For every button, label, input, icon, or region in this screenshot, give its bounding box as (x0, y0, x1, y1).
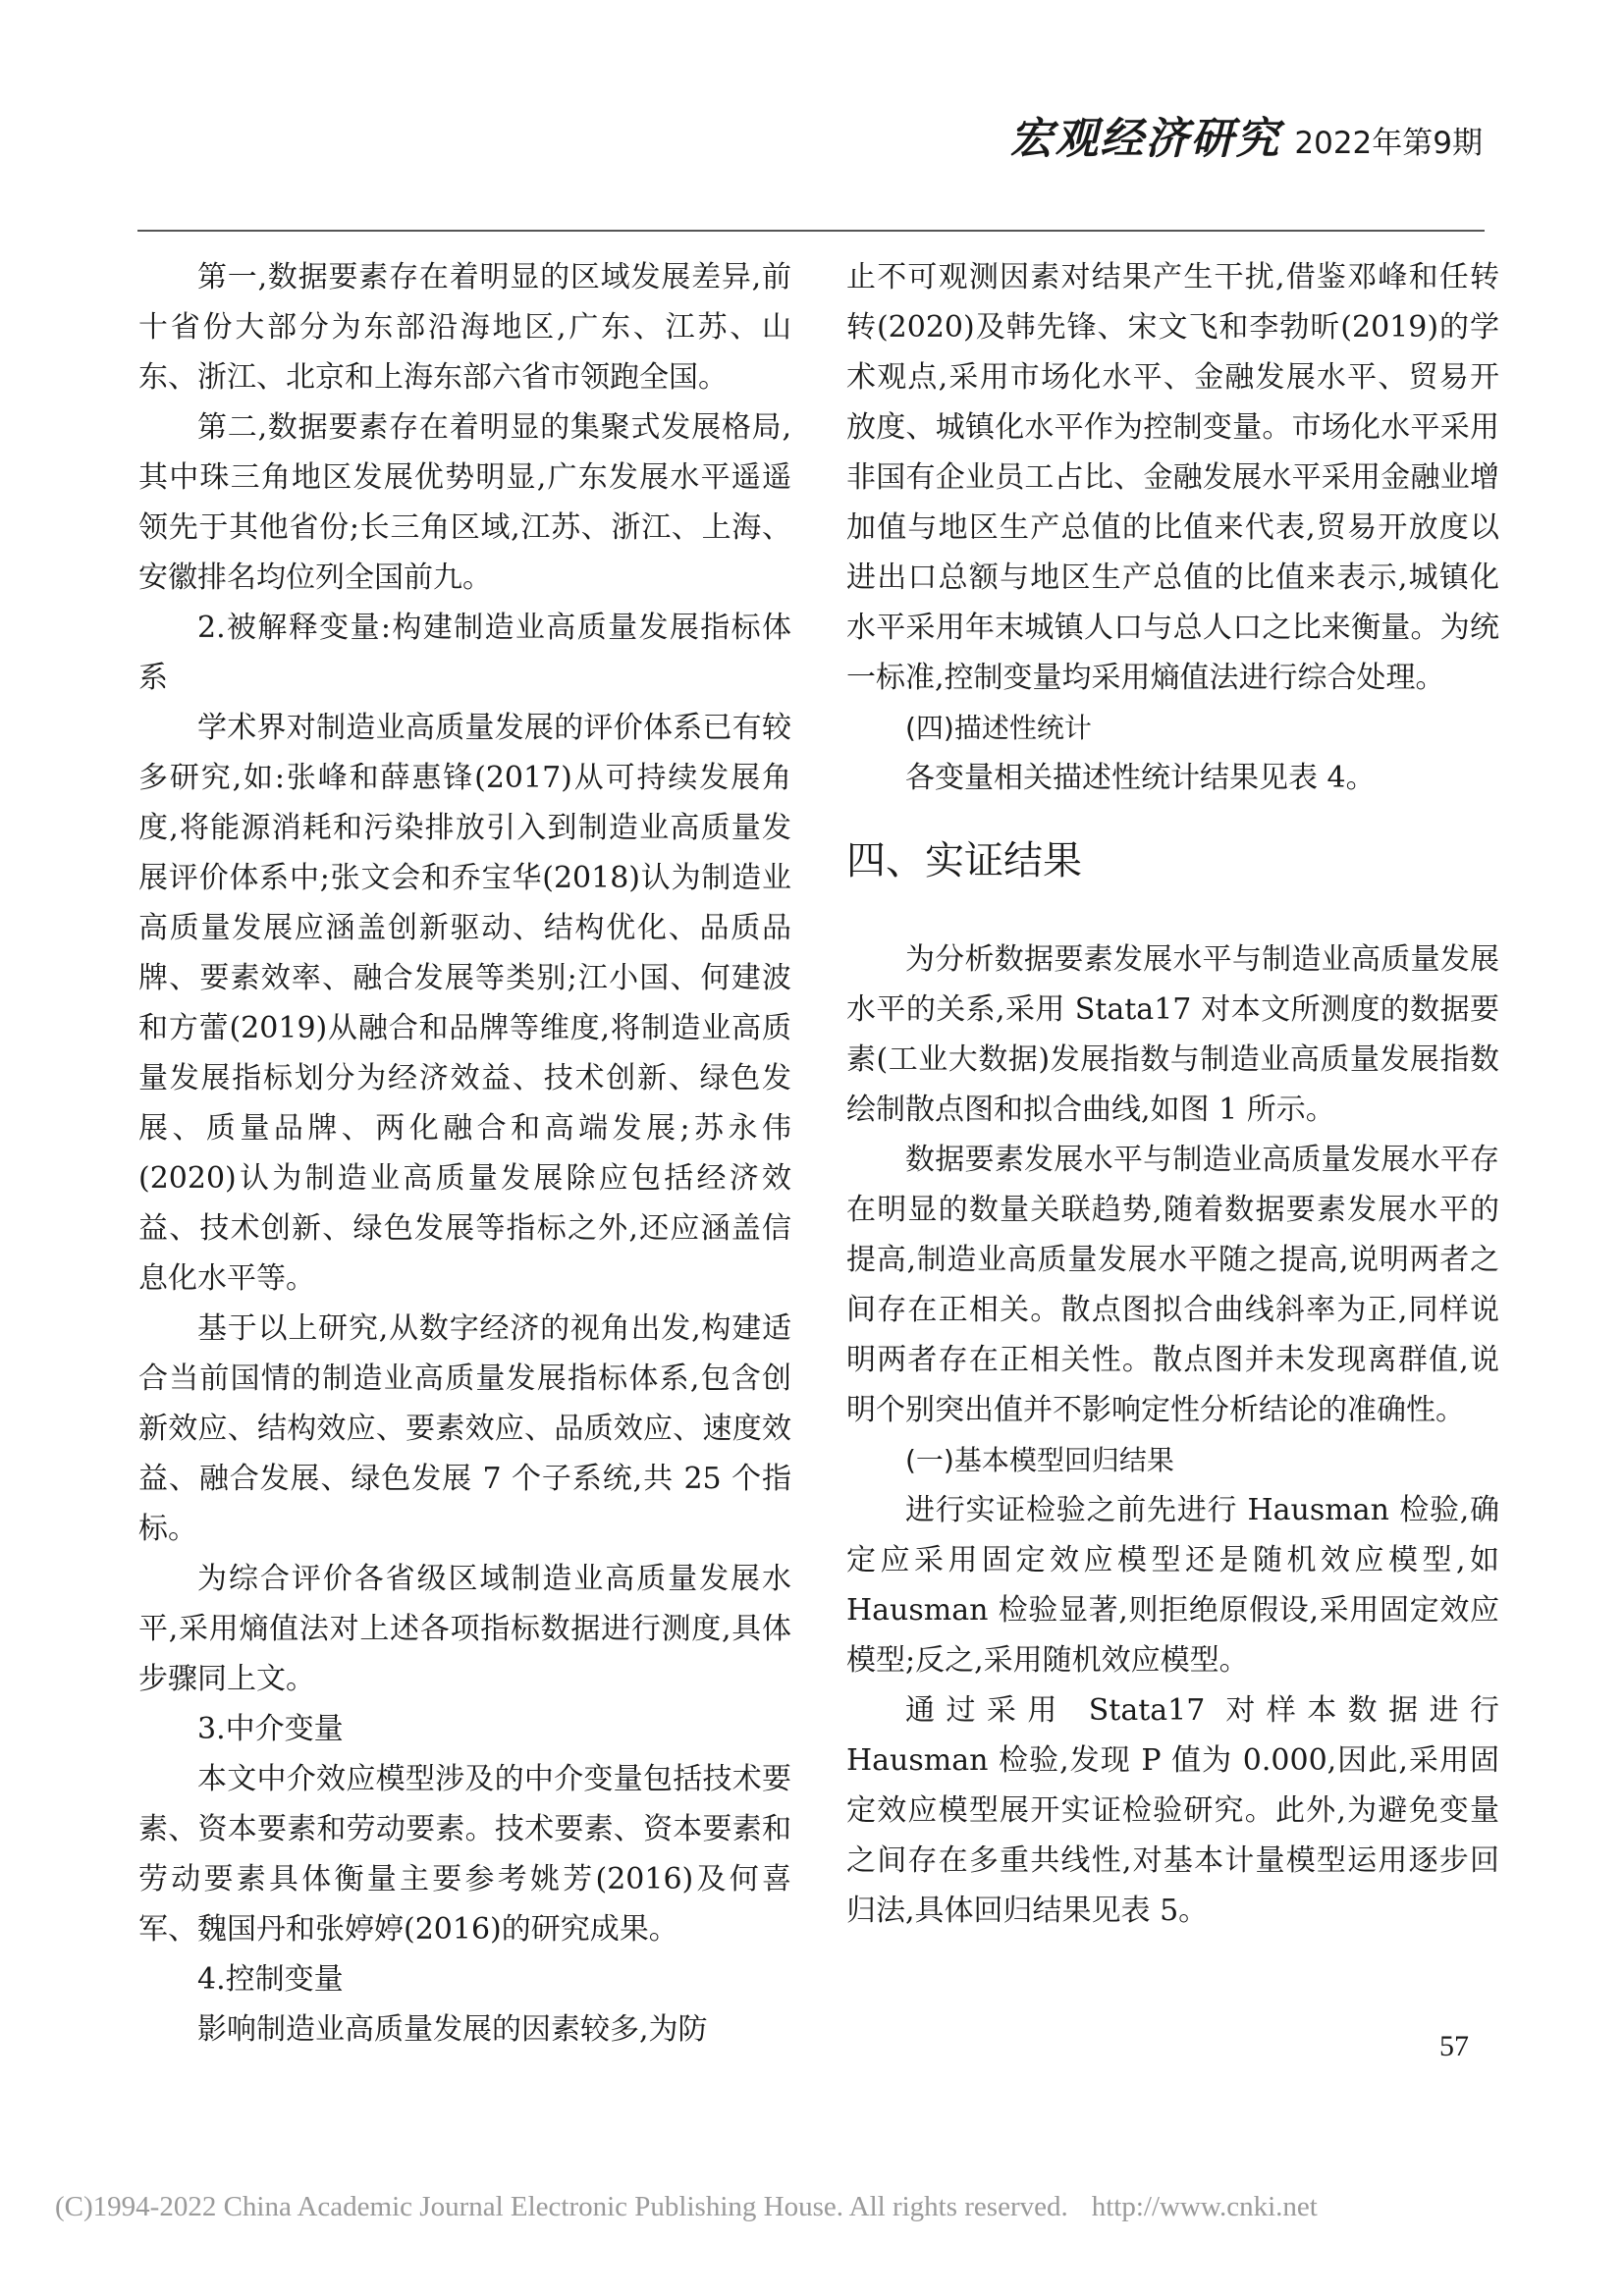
paragraph-mediating-variable: 本文中介效应模型涉及的中介变量包括技术要素、资本要素和劳动要素。技术要素、资本要素和劳动要素具体衡量主要参考姚芳(2016)及何喜军、魏国丹和张婷婷(2016)的研究成果。 (138, 1762, 791, 1947)
subheading-mediating-variable: 3.中介变量 (197, 1712, 344, 1746)
cnki-url: http://www.cnki.net (1091, 2191, 1318, 2222)
page-number: 57 (1439, 2030, 1469, 2062)
subheading-dependent-variable: 2.被解释变量:构建制造业高质量发展指标体系 (138, 611, 791, 695)
paragraph-entropy-method: 为综合评价各省级区域制造业高质量发展水平,采用熵值法对上述各项指标数据进行测度,具体步骤同上文。 (138, 1562, 791, 1696)
copyright-footer (55, 2191, 1587, 2223)
left-column (138, 252, 791, 2055)
paragraph-table-4-reference: 各变量相关描述性统计结果见表 4。 (905, 761, 1376, 795)
header-rule (137, 230, 1485, 232)
paragraph-positive-correlation: 数据要素发展水平与制造业高质量发展水平存在明显的数量关联趋势,随着数据要素发展水平的提高,制造业高质量发展水平随之提高,说明两者之间存在正相关。散点图拟合曲线斜率为正,同样说明两者存在正相关性。散点图并未发现离群值,说明个别突出值并不影响定性分析结论的准确性。 (846, 1143, 1499, 1427)
running-header (0, 103, 1483, 166)
paragraph-control-variable-start: 影响制造业高质量发展的因素较多,为防 (197, 2012, 708, 2047)
subheading-basic-model-regression: (一)基本模型回归结果 (905, 1444, 1174, 1476)
paragraph-index-system: 基于以上研究,从数字经济的视角出发,构建适合当前国情的制造业高质量发展指标体系,包含创新效应、结构效应、要素效应、品质效应、速度效益、融合发展、绿色发展 7 个子系统,共 25 个指标。 (138, 1311, 791, 1546)
issue-label: 2022年第9期 (1294, 126, 1483, 161)
paragraph-regional-difference: 第一,数据要素存在着明显的区域发展差异,前十省份大部分为东部沿海地区,广东、江苏、山东、浙江、北京和上海东部六省市领跑全国。 (138, 260, 791, 395)
right-column (846, 252, 1499, 1936)
journal-name: 宏观经济研究 (1009, 114, 1281, 164)
subheading-descriptive-statistics: (四)描述性统计 (905, 712, 1092, 744)
paragraph-stata-results: 通过采用 Stata17 对样本数据进行 Hausman 检验,发现 P 值为 0.000,因此,采用固定效应模型展开实证检验研究。此外,为避免变量之间存在多重共线性,对基本计量模型运用逐步回归法,具体回归结果见表 5。 (846, 1693, 1499, 1928)
paragraph-hausman-test: 进行实证检验之前先进行 Hausman 检验,确定应采用固定效应模型还是随机效应模型,如 Hausman 检验显著,则拒绝原假设,采用固定效应模型;反之,采用随机效应模型。 (846, 1493, 1499, 1678)
section-title-empirical-results: 四、实证结果 (846, 838, 1082, 883)
subheading-control-variable: 4.控制变量 (197, 1962, 344, 1997)
copyright-text: (C)1994-2022 China Academic Journal Electronic Publishing House. All rights reserved. (55, 2191, 1068, 2222)
paragraph-control-variable-continued: 止不可观测因素对结果产生干扰,借鉴邓峰和任转转(2020)及韩先锋、宋文飞和李勃昕(2019)的学术观点,采用市场化水平、金融发展水平、贸易开放度、城镇化水平作为控制变量。市场化水平采用非国有企业员工占比、金融发展水平采用金融业增加值与地区生产总值的比值来代表,贸易开放度以进出口总额与地区生产总值的比值来表示,城镇化水平采用年末城镇人口与总人口之比来衡量。为统一标准,控制变量均采用熵值法进行综合处理。 (846, 260, 1499, 695)
paragraph-agglomeration: 第二,数据要素存在着明显的集聚式发展格局,其中珠三角地区发展优势明显,广东发展水平遥遥领先于其他省份;长三角区域,江苏、浙江、上海、安徽排名均位列全国前九。 (138, 410, 791, 595)
paragraph-figure-1-reference: 为分析数据要素发展水平与制造业高质量发展水平的关系,采用 Stata17 对本文所测度的数据要素(工业大数据)发展指数与制造业高质量发展指数绘制散点图和拟合曲线,如图 1 所示。 (846, 942, 1499, 1127)
paragraph-literature-review: 学术界对制造业高质量发展的评价体系已有较多研究,如:张峰和薛惠锋(2017)从可持续发展角度,将能源消耗和污染排放引入到制造业高质量发展评价体系中;张文会和乔宝华(2018)认为制造业高质量发展应涵盖创新驱动、结构优化、品质品牌、要素效率、融合发展等类别;江小国、何建波和方蕾(2019)从融合和品牌等维度,将制造业高质量发展指标划分为经济效益、技术创新、绿色发展、质量品牌、两化融合和高端发展;苏永伟(2020)认为制造业高质量发展除应包括经济效益、技术创新、绿色发展等指标之外,还应涵盖信息化水平等。 (138, 711, 791, 1296)
